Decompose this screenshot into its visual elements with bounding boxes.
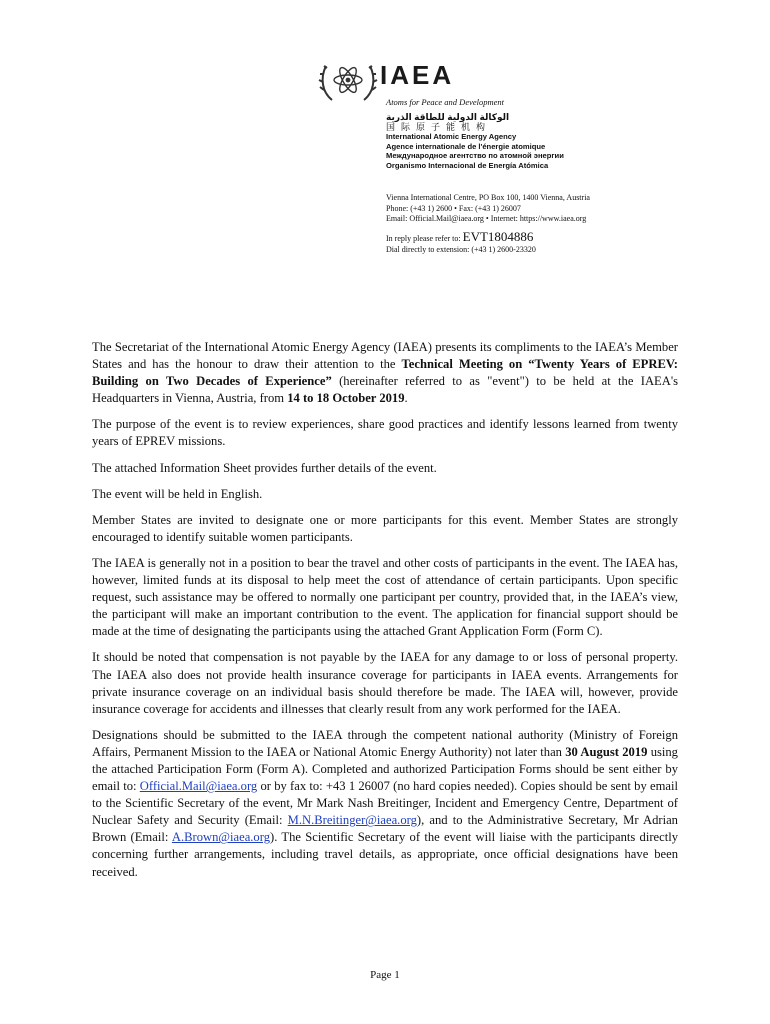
address-line: Vienna International Centre, PO Box 100, 1400 Vienna, Austria [386,193,590,202]
reference-code: EVT1804886 [462,229,534,244]
brown-email-link[interactable]: A.Brown@iaea.org [171,830,270,845]
reply-label: In reply please refer to: [386,234,463,243]
name-french: Agence internationale de l'énergie atomique [386,141,546,151]
name-arabic: الوكالة الدولية للطاقة الذرية [386,112,510,122]
text: ), and to the Administrative Secretary, Mr Adrian Brown (Email: [92,813,678,845]
paragraph-insurance: It should be noted that compensation is not payable by the IAEA for any damage to or loss of personal property. The IAEA also does not provide health insurance coverage for participants in IAEA events. Arrangements for private insurance coverage on an individual basis should therefore be made. The IAEA will, however, provide insurance coverage for accidents and illnesses that clearly result from any work performed for the IAEA. [92,650,678,716]
paragraph-purpose: The purpose of the event is to review experiences, share good practices and identify lessons learned from twenty years of EPREV missions. [92,417,678,449]
name-english: International Atomic Energy Agency [386,132,517,142]
paragraph-language: The event will be held in English. [92,486,263,501]
name-chinese: 国际原子能机构 [386,121,492,132]
text: Designations should be submitted to the IAEA through the competent national authority (Ministry of Foreign Affairs, Permanent Mission to the IAEA or National Atomic Energy Authority) not later than [92,727,678,759]
paragraph-costs: The IAEA is generally not in a position to bear the travel and other costs of participants in the event. The IAEA has, however, limited funds at its disposal to help meet the cost of attendance of certain participants. Upon specific request, such assistance may be offered to normally one participant per country, provided that, in the IAEA’s view, the participant will make an important contribution to the event. The application for financial support should be made at the time of designating the participants using the attached Grant Application Form (Form C). [92,555,678,639]
paragraph-intro [92,339,678,407]
breitinger-email-link[interactable]: M.N.Breitinger@iaea.org [287,813,417,828]
name-russian: Международное агентство по атомной энергии [386,151,564,161]
text: (hereinafter referred to as "event") to be held at the IAEA's Headquarters in Vienna, Austria, from [92,374,678,406]
paragraph-designations [92,727,678,881]
meeting-title: Technical Meeting on “Twenty Years of EPREV: Building on Two Decades of Experience” [92,357,679,389]
text: The Secretariat of the International Atomic Energy Agency (IAEA) presents its compliments to the IAEA’s Member States and has the honour to draw their attention to the [92,340,678,372]
agency-names [386,113,564,171]
address-block [386,193,590,225]
meeting-dates: 14 to 18 October 2019 [287,391,405,406]
name-spanish: Organismo Internacional de Energía Atómica [386,160,549,170]
email-line: Email: Official.Mail@iaea.org • Internet: https://www.iaea.org [386,214,587,223]
letter-body [92,339,678,890]
official-mail-link[interactable]: Official.Mail@iaea.org [139,779,258,794]
deadline-date: 30 August 2019 [565,744,648,759]
text: ). The Scientific Secretary of the event will liaise with the participants directly concerning further arrangements, including travel details, as appropriate, once official designations have been received. [92,830,678,879]
phone-line: Phone: (+43 1) 2600 • Fax: (+43 1) 26007 [386,203,521,213]
page-number: Page 1 [370,969,400,981]
text: or by fax to: +43 1 26007 (no hard copies needed). Copies should be sent by email to the Scientific Secretary of the event, Mr Mark Nash Breitinger, Incident and Emergency Centre, Department of Nuclear Safety and Security (Email: [92,779,678,828]
paragraph-participants: Member States are invited to designate one or more participants for this event. Member States are strongly encouraged to identify suitable women participants. [92,512,678,544]
reply-block [386,231,536,255]
dial-extension: Dial directly to extension: (+43 1) 2600-23320 [386,245,536,254]
paragraph-info-sheet: The attached Information Sheet provides further details of the event. [92,460,437,475]
tagline: Atoms for Peace and Development [386,97,505,107]
text: . [404,391,408,406]
text: using the attached Participation Form (Form A). Completed and authorized Participation Forms should be sent either by email to: [92,744,678,794]
logo-wordmark: IAEA [380,60,455,90]
iaea-emblem-icon [318,56,378,104]
